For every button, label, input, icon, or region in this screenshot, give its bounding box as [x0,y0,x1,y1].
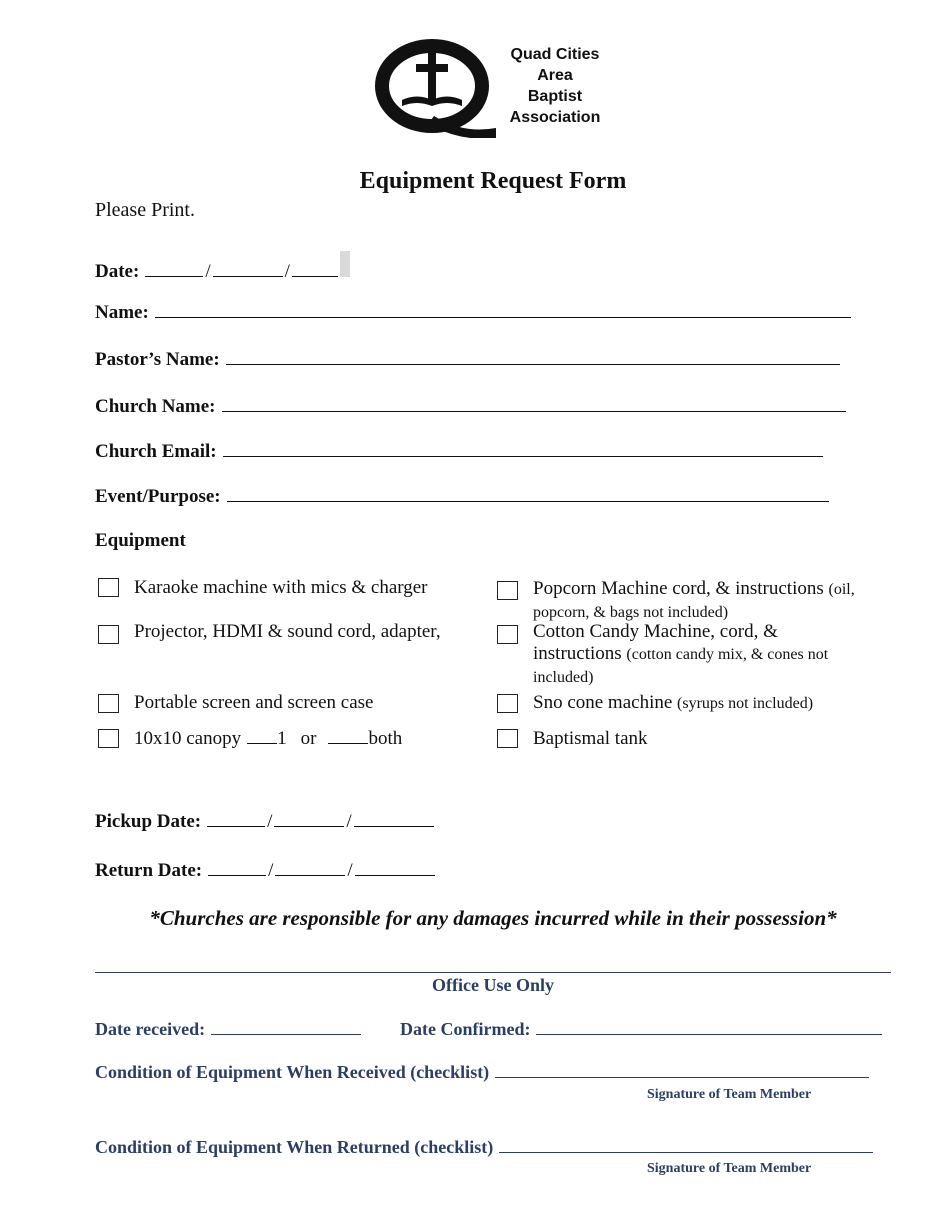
return-month-blank[interactable] [208,857,266,876]
condition-received-field[interactable] [95,1061,869,1083]
date-field[interactable] [95,251,350,283]
pickup-slash: / [346,811,352,832]
condition-returned-label: Condition of Equipment When Returned (checklist) [95,1137,494,1157]
return-year-blank[interactable] [355,857,435,876]
popcorn-note: (oil, [828,581,855,598]
pickup-year-blank[interactable] [354,808,434,827]
cotton-candy-label: Cotton Candy Machine, cord, & [533,621,778,642]
popcorn-checkbox[interactable] [497,581,518,600]
popcorn-option [533,578,893,624]
projector-label: Projector, HDMI & sound cord, adapter, [134,621,441,642]
popcorn-label: Popcorn Machine cord, & instructions [533,578,824,599]
return-date-label: Return Date: [95,860,203,881]
pickup-date-field[interactable] [95,808,434,833]
equipment-heading: Equipment [95,530,186,551]
signature-caption: Signature of Team Member [647,1161,812,1176]
church-name-blank[interactable] [222,393,846,412]
date-year-blank[interactable] [292,258,338,277]
church-name-label: Church Name: [95,396,216,417]
pickup-day-blank[interactable] [274,808,344,827]
church-email-blank[interactable] [223,438,823,457]
date-received-blank[interactable] [211,1018,361,1035]
return-day-blank[interactable] [275,857,345,876]
name-blank[interactable] [155,299,851,318]
q-cross-bible-logo-icon [372,38,502,138]
date-confirmed-label: Date Confirmed: [400,1019,531,1039]
karaoke-label: Karaoke machine with mics & charger [134,577,428,598]
name-label: Name: [95,302,149,323]
logo-line: Association [509,109,601,126]
karaoke-checkbox[interactable] [98,578,119,597]
instruction-text: Please Print. [95,199,195,221]
canopy-or-text: or [300,728,317,749]
cotton-candy-note: (cotton candy mix, & cones not [626,646,829,663]
office-use-heading: Office Use Only [432,975,554,995]
pickup-slash: / [267,811,273,832]
signature-caption: Signature of Team Member [647,1087,812,1102]
canopy-checkbox[interactable] [98,729,119,748]
date-received-label: Date received: [95,1019,206,1039]
pastor-name-label: Pastor’s Name: [95,349,220,370]
name-field[interactable] [95,299,851,324]
logo [372,38,612,138]
cotton-candy-label-cont: instructions [533,643,622,664]
logo-line: Area [537,67,573,84]
event-purpose-field[interactable] [95,483,829,508]
church-name-field[interactable] [95,393,846,418]
church-email-label: Church Email: [95,441,217,462]
sno-cone-note: (syrups not included) [677,695,814,712]
cotton-candy-option [533,621,893,689]
date-confirmed-blank[interactable] [536,1018,882,1035]
office-divider [95,972,891,973]
pastor-name-field[interactable] [95,346,840,371]
date-confirmed-field[interactable] [400,1018,882,1040]
baptismal-tank-label: Baptismal tank [533,728,648,749]
sno-cone-label: Sno cone machine [533,692,673,713]
canopy-both-text: both [368,728,403,749]
condition-returned-blank[interactable] [499,1136,873,1153]
cotton-candy-note-cont: included) [533,669,594,686]
screen-label: Portable screen and screen case [134,692,374,713]
date-month-blank[interactable] [145,258,203,277]
canopy-one-text: 1 [277,728,287,749]
condition-returned-field[interactable] [95,1136,873,1158]
sno-cone-option [533,692,813,715]
date-label: Date: [95,261,140,282]
logo-line: Baptist [527,88,583,105]
screen-checkbox[interactable] [98,694,119,713]
date-slash: / [284,261,290,282]
return-date-field[interactable] [95,857,435,882]
sno-cone-checkbox[interactable] [497,694,518,713]
date-cursor-highlight [340,251,350,277]
pastor-name-blank[interactable] [226,346,840,365]
canopy-option [134,728,402,750]
condition-received-blank[interactable] [495,1061,869,1078]
date-day-blank[interactable] [213,258,283,277]
disclaimer-text: *Churches are responsible for any damages incurred while in their possession* [149,906,837,930]
return-slash: / [347,860,353,881]
pickup-month-blank[interactable] [207,808,265,827]
event-purpose-blank[interactable] [227,483,829,502]
canopy-both-blank[interactable] [328,728,368,744]
canopy-one-blank[interactable] [247,728,277,744]
cotton-candy-checkbox[interactable] [497,625,518,644]
popcorn-note-cont: popcorn, & bags not included) [533,604,729,621]
condition-received-label: Condition of Equipment When Received (checklist) [95,1062,490,1082]
page-title: Equipment Request Form [359,168,627,194]
church-email-field[interactable] [95,438,823,463]
date-slash: / [205,261,211,282]
projector-checkbox[interactable] [98,625,119,644]
logo-line: Quad Cities [510,46,600,63]
pickup-date-label: Pickup Date: [95,811,202,832]
canopy-label: 10x10 canopy [134,728,242,749]
date-received-field[interactable] [95,1018,361,1040]
event-purpose-label: Event/Purpose: [95,486,221,507]
return-slash: / [268,860,274,881]
baptismal-tank-checkbox[interactable] [497,729,518,748]
